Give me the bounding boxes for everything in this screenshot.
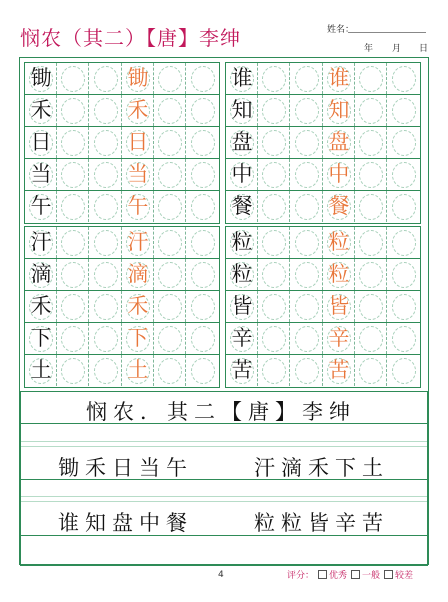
- guide-circle: [392, 98, 416, 124]
- grid-row: [226, 95, 420, 127]
- grid-row: [226, 127, 420, 159]
- guide-circle: [359, 230, 383, 256]
- grid-cell[interactable]: [187, 355, 219, 386]
- guide-circle: [262, 326, 286, 352]
- grid-row: [226, 259, 420, 291]
- guide-circle: [359, 262, 383, 288]
- grid-cell[interactable]: [355, 227, 387, 258]
- grid-cell[interactable]: [388, 159, 420, 190]
- grid-cell[interactable]: [90, 355, 122, 386]
- grid-cell[interactable]: [154, 355, 186, 386]
- trace-character: 当: [127, 162, 149, 186]
- guide-circle: [61, 66, 85, 92]
- guide-circle: [392, 66, 416, 92]
- model-character: 知: [231, 98, 253, 122]
- grid-cell[interactable]: [90, 95, 122, 126]
- grid-cell[interactable]: [187, 95, 219, 126]
- guide-circle: [191, 98, 215, 124]
- trace-character: 皆: [328, 294, 350, 318]
- trace-character: 日: [127, 130, 149, 154]
- grid-cell[interactable]: [154, 191, 186, 222]
- trace-character: 粒: [328, 230, 350, 254]
- guide-circle: [191, 294, 215, 320]
- guide-circle: [191, 230, 215, 256]
- grid-cell: [122, 95, 154, 126]
- grid-row: [25, 63, 219, 95]
- guide-circle: [359, 358, 383, 384]
- guide-circle: [295, 230, 319, 256]
- model-character: 餐: [231, 194, 253, 218]
- grid-cell[interactable]: [57, 227, 89, 258]
- grid-cell: [122, 323, 154, 354]
- model-character: 禾: [30, 294, 52, 318]
- guide-circle: [191, 130, 215, 156]
- guide-circle: [94, 194, 118, 220]
- grid-row: [25, 191, 219, 223]
- grid-cell[interactable]: [355, 259, 387, 290]
- grid-cell[interactable]: [57, 63, 89, 94]
- character-grid-2: [225, 62, 421, 224]
- grid-row: [226, 355, 420, 387]
- grid-cell: [25, 159, 57, 190]
- model-character: 苦: [231, 358, 253, 382]
- grid-row: [226, 227, 420, 259]
- grid-cell[interactable]: [258, 191, 290, 222]
- grid-cell: [122, 191, 154, 222]
- grid-cell[interactable]: [90, 291, 122, 322]
- grid-cell: [323, 127, 355, 158]
- trace-character: 中: [328, 162, 350, 186]
- checkbox-excellent[interactable]: [318, 570, 327, 579]
- guide-circle: [392, 230, 416, 256]
- grid-cell: [226, 127, 258, 158]
- guide-circle: [262, 66, 286, 92]
- grid-cell[interactable]: [57, 95, 89, 126]
- guide-circle: [295, 262, 319, 288]
- model-character: 午: [30, 194, 52, 218]
- day-label: 日: [419, 44, 429, 54]
- guide-circle: [262, 230, 286, 256]
- model-character: 土: [30, 358, 52, 382]
- guide-circle: [191, 162, 215, 188]
- practice-area: [20, 391, 428, 566]
- guide-circle: [295, 162, 319, 188]
- grid-cell[interactable]: [291, 323, 323, 354]
- grid-cell[interactable]: [90, 323, 122, 354]
- guide-circle: [392, 162, 416, 188]
- guide-circle: [359, 98, 383, 124]
- grid-cell: [122, 159, 154, 190]
- guide-circle: [158, 294, 182, 320]
- character-grid-1: [24, 62, 220, 224]
- grid-cell[interactable]: [154, 127, 186, 158]
- guide-circle: [262, 358, 286, 384]
- guide-circle: [262, 98, 286, 124]
- guide-circle: [94, 66, 118, 92]
- grid-cell[interactable]: [258, 227, 290, 258]
- guide-circle: [392, 130, 416, 156]
- guide-circle: [158, 262, 182, 288]
- grid-cell[interactable]: [355, 159, 387, 190]
- grid-cell[interactable]: [291, 227, 323, 258]
- grid-cell[interactable]: [291, 159, 323, 190]
- grid-cell: [226, 259, 258, 290]
- grid-cell: [323, 355, 355, 386]
- model-character: 中: [231, 162, 253, 186]
- grid-cell: [226, 95, 258, 126]
- grid-cell[interactable]: [57, 159, 89, 190]
- grid-row: [25, 227, 219, 259]
- grid-cell: [25, 95, 57, 126]
- grid-cell[interactable]: [291, 127, 323, 158]
- grid-cell: [122, 291, 154, 322]
- model-character: 谁: [231, 66, 253, 90]
- guide-circle: [61, 326, 85, 352]
- guide-circle: [61, 98, 85, 124]
- grid-cell[interactable]: [154, 323, 186, 354]
- grid-cell[interactable]: [57, 355, 89, 386]
- grid-row: [25, 355, 219, 387]
- grid-cell[interactable]: [258, 259, 290, 290]
- grid-row: [226, 63, 420, 95]
- grid-cell[interactable]: [355, 191, 387, 222]
- grid-cell: [226, 191, 258, 222]
- trace-character: 滴: [127, 262, 149, 286]
- grid-cell[interactable]: [90, 159, 122, 190]
- grid-cell[interactable]: [355, 127, 387, 158]
- trace-character: 粒: [328, 262, 350, 286]
- grid-cell[interactable]: [57, 191, 89, 222]
- model-character: 禾: [30, 98, 52, 122]
- guide-circle: [94, 358, 118, 384]
- guide-circle: [262, 162, 286, 188]
- model-character: 滴: [30, 262, 52, 286]
- guide-circle: [392, 194, 416, 220]
- guide-circle: [295, 130, 319, 156]
- grid-cell[interactable]: [187, 227, 219, 258]
- grid-row: [25, 95, 219, 127]
- grid-cell: [25, 323, 57, 354]
- score-area: [287, 568, 413, 581]
- guide-circle: [295, 66, 319, 92]
- guide-circle: [295, 326, 319, 352]
- practice-line1-right: 汗滴禾下土: [254, 456, 389, 480]
- guide-circle: [94, 130, 118, 156]
- grid-cell[interactable]: [388, 191, 420, 222]
- grid-row: [25, 159, 219, 191]
- grid-cell: [25, 259, 57, 290]
- grid-cell: [25, 63, 57, 94]
- grid-cell: [323, 291, 355, 322]
- guide-circle: [359, 294, 383, 320]
- guide-circle: [359, 162, 383, 188]
- grid-cell[interactable]: [291, 191, 323, 222]
- grid-cell[interactable]: [57, 127, 89, 158]
- checkbox-poor[interactable]: [384, 570, 393, 579]
- guide-circle: [94, 262, 118, 288]
- grid-cell[interactable]: [291, 291, 323, 322]
- guide-circle: [191, 358, 215, 384]
- grid-row: [25, 259, 219, 291]
- model-character: 下: [30, 326, 52, 350]
- grid-cell[interactable]: [355, 291, 387, 322]
- grid-cell: [323, 227, 355, 258]
- practice-line2-left: 谁知盘中餐: [58, 511, 193, 535]
- guide-circle: [94, 98, 118, 124]
- grid-cell[interactable]: [90, 191, 122, 222]
- guide-circle: [191, 194, 215, 220]
- guide-circle: [262, 130, 286, 156]
- trace-character: 盘: [328, 130, 350, 154]
- grid-cell[interactable]: [187, 259, 219, 290]
- model-character: 盘: [231, 130, 253, 154]
- guide-circle: [191, 326, 215, 352]
- grid-cell[interactable]: [388, 291, 420, 322]
- grid-cell[interactable]: [388, 259, 420, 290]
- model-character: 汗: [30, 230, 52, 254]
- grid-cell[interactable]: [187, 291, 219, 322]
- grid-row: [226, 159, 420, 191]
- grid-cell: [25, 227, 57, 258]
- grid-cell[interactable]: [388, 227, 420, 258]
- trace-character: 禾: [127, 98, 149, 122]
- guide-circle: [262, 294, 286, 320]
- grid-cell[interactable]: [355, 95, 387, 126]
- grid-cell[interactable]: [388, 355, 420, 386]
- grid-cell[interactable]: [258, 127, 290, 158]
- grid-row: [226, 291, 420, 323]
- grid-cell[interactable]: [355, 355, 387, 386]
- guide-circle: [158, 130, 182, 156]
- year-label: 年: [364, 44, 374, 54]
- guide-circle: [359, 194, 383, 220]
- grid-cell: [25, 291, 57, 322]
- grid-cell[interactable]: [154, 259, 186, 290]
- guide-circle: [158, 230, 182, 256]
- guide-circle: [295, 294, 319, 320]
- grid-cell[interactable]: [187, 159, 219, 190]
- guide-circle: [392, 358, 416, 384]
- model-character: 当: [30, 162, 52, 186]
- grid-cell: [25, 191, 57, 222]
- grid-cell[interactable]: [291, 259, 323, 290]
- score-option-excellent: 优秀: [329, 571, 348, 581]
- grid-cell: [122, 127, 154, 158]
- model-character: 日: [30, 130, 52, 154]
- month-label: 月: [392, 44, 402, 54]
- grid-cell: [226, 291, 258, 322]
- score-label: 评分：: [287, 571, 315, 581]
- guide-circle: [295, 358, 319, 384]
- trace-character: 下: [127, 326, 149, 350]
- name-line: [348, 32, 426, 33]
- grid-cell[interactable]: [57, 259, 89, 290]
- guide-circle: [295, 194, 319, 220]
- model-character: 锄: [30, 66, 52, 90]
- character-grid-3: [24, 226, 220, 388]
- grid-cell: [25, 127, 57, 158]
- grid-cell[interactable]: [291, 95, 323, 126]
- grid-cell[interactable]: [258, 95, 290, 126]
- guide-circle: [392, 326, 416, 352]
- practice-line2-right: 粒粒皆辛苦: [254, 511, 389, 535]
- guide-circle: [61, 294, 85, 320]
- grid-cell[interactable]: [388, 127, 420, 158]
- guide-circle: [158, 194, 182, 220]
- grid-cell[interactable]: [258, 355, 290, 386]
- guide-circle: [61, 262, 85, 288]
- guide-circle: [359, 130, 383, 156]
- grid-cell[interactable]: [355, 323, 387, 354]
- practice-line1-left: 锄禾日当午: [58, 456, 193, 480]
- page-title: 悯农（其二）【唐】李绅: [20, 26, 241, 50]
- trace-character: 谁: [328, 66, 350, 90]
- grid-cell[interactable]: [388, 323, 420, 354]
- guide-circle: [61, 194, 85, 220]
- grid-row: [226, 191, 420, 223]
- grid-cell: [323, 95, 355, 126]
- guide-circle: [61, 162, 85, 188]
- grid-cell[interactable]: [154, 95, 186, 126]
- grid-cell: [25, 355, 57, 386]
- guide-circle: [158, 326, 182, 352]
- grid-cell[interactable]: [258, 159, 290, 190]
- guide-circle: [61, 130, 85, 156]
- guide-circle: [191, 262, 215, 288]
- page-number: 4: [218, 570, 224, 580]
- grid-cell[interactable]: [355, 63, 387, 94]
- guide-circle: [359, 66, 383, 92]
- guide-circle: [61, 230, 85, 256]
- grid-cell: [226, 63, 258, 94]
- practice-heading: 悯农．其二【唐】李绅: [86, 400, 356, 424]
- grid-cell: [323, 159, 355, 190]
- grid-cell[interactable]: [388, 63, 420, 94]
- character-grid-4: [225, 226, 421, 388]
- guide-circle: [94, 294, 118, 320]
- grid-cell: [122, 259, 154, 290]
- checkbox-average[interactable]: [351, 570, 360, 579]
- trace-character: 汗: [127, 230, 149, 254]
- grid-cell: [323, 323, 355, 354]
- grid-cell: [226, 323, 258, 354]
- grid-cell[interactable]: [291, 63, 323, 94]
- grid-cell[interactable]: [388, 95, 420, 126]
- guide-circle: [158, 66, 182, 92]
- grid-cell[interactable]: [90, 127, 122, 158]
- grid-cell: [323, 191, 355, 222]
- trace-character: 苦: [328, 358, 350, 382]
- grid-cell[interactable]: [57, 323, 89, 354]
- guide-circle: [392, 294, 416, 320]
- grid-cell[interactable]: [57, 291, 89, 322]
- guide-circle: [61, 358, 85, 384]
- guide-circle: [191, 66, 215, 92]
- grid-row: [226, 323, 420, 355]
- name-label: 姓名：: [327, 25, 355, 35]
- worksheet: [19, 57, 429, 565]
- guide-circle: [94, 162, 118, 188]
- guide-circle: [158, 98, 182, 124]
- guide-circle: [158, 358, 182, 384]
- score-option-average: 一般: [362, 571, 381, 581]
- grid-cell[interactable]: [154, 227, 186, 258]
- trace-character: 午: [127, 194, 149, 218]
- guide-circle: [295, 98, 319, 124]
- grid-cell: [323, 259, 355, 290]
- model-character: 辛: [231, 326, 253, 350]
- trace-character: 辛: [328, 326, 350, 350]
- score-option-poor: 较差: [395, 571, 414, 581]
- trace-character: 土: [127, 358, 149, 382]
- guide-circle: [262, 262, 286, 288]
- grid-cell: [226, 159, 258, 190]
- grid-cell: [226, 227, 258, 258]
- guide-circle: [94, 230, 118, 256]
- grid-cell[interactable]: [187, 191, 219, 222]
- model-character: 粒: [231, 230, 253, 254]
- grid-cell: [122, 63, 154, 94]
- guide-circle: [359, 326, 383, 352]
- trace-character: 锄: [127, 66, 149, 90]
- grid-cell: [226, 355, 258, 386]
- grid-cell[interactable]: [90, 63, 122, 94]
- guide-circle: [392, 262, 416, 288]
- grid-cell[interactable]: [258, 323, 290, 354]
- guide-circle: [262, 194, 286, 220]
- guide-circle: [94, 326, 118, 352]
- grid-row: [25, 291, 219, 323]
- grid-row: [25, 127, 219, 159]
- model-character: 皆: [231, 294, 253, 318]
- grid-cell[interactable]: [154, 291, 186, 322]
- grid-cell[interactable]: [187, 323, 219, 354]
- trace-character: 餐: [328, 194, 350, 218]
- model-character: 粒: [231, 262, 253, 286]
- guide-circle: [158, 162, 182, 188]
- grid-cell: [323, 63, 355, 94]
- grid-cell[interactable]: [291, 355, 323, 386]
- grid-cell[interactable]: [154, 159, 186, 190]
- trace-character: 知: [328, 98, 350, 122]
- grid-cell[interactable]: [258, 291, 290, 322]
- grid-row: [25, 323, 219, 355]
- grid-cell[interactable]: [187, 127, 219, 158]
- grid-cell[interactable]: [90, 259, 122, 290]
- grid-cell[interactable]: [258, 63, 290, 94]
- grid-cell: [122, 355, 154, 386]
- grid-cell[interactable]: [187, 63, 219, 94]
- trace-character: 禾: [127, 294, 149, 318]
- grid-cell: [122, 227, 154, 258]
- grid-cell[interactable]: [154, 63, 186, 94]
- grid-cell[interactable]: [90, 227, 122, 258]
